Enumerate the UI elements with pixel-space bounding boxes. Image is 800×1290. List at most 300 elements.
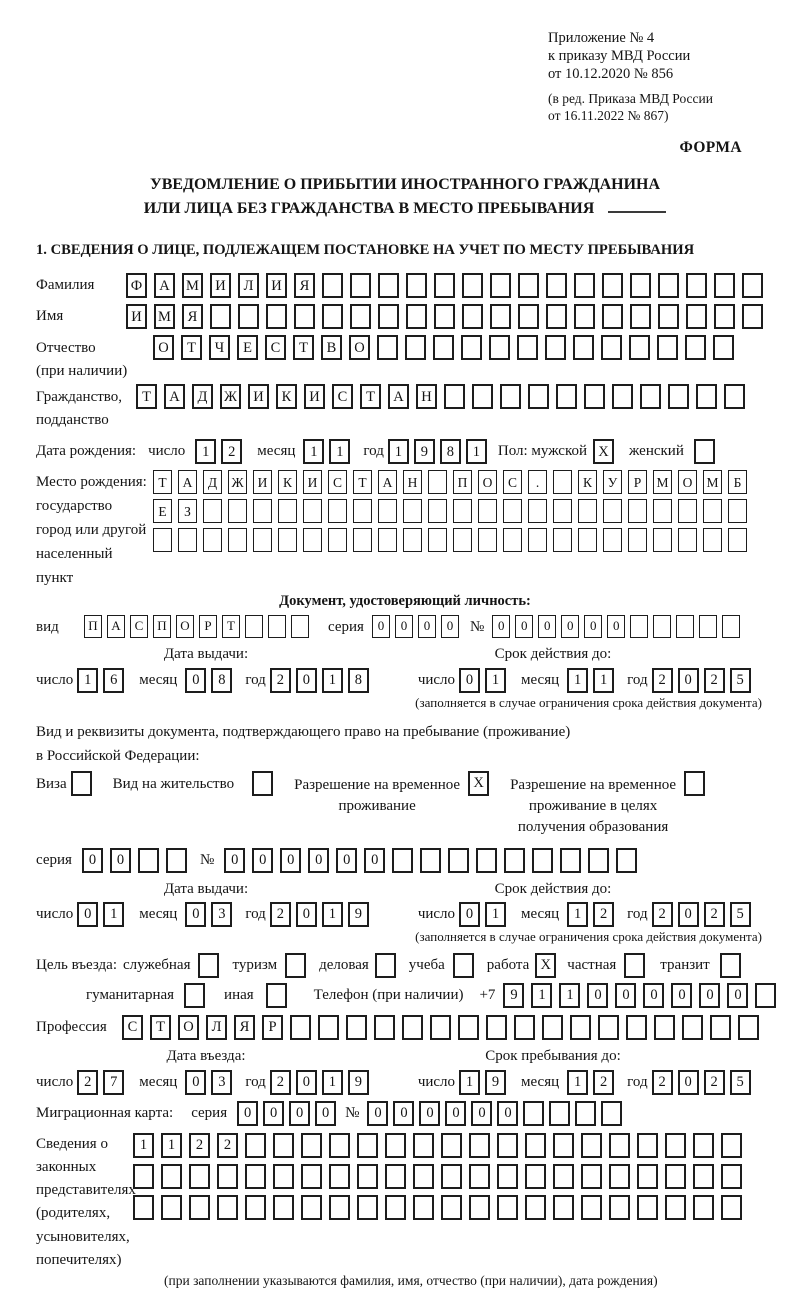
char-box: 0: [471, 1101, 492, 1126]
residence-series-row: [36, 848, 774, 873]
char-box: [575, 1101, 596, 1126]
month-word: месяц: [257, 443, 296, 460]
char-box: [385, 1164, 406, 1189]
char-box: 1: [567, 668, 588, 693]
issue2-dates: [36, 902, 774, 927]
char-box: [658, 304, 679, 329]
char-box: С: [503, 470, 522, 494]
char-box: [653, 615, 671, 638]
char-box: [462, 304, 483, 329]
visa-checkbox: [71, 771, 99, 796]
char-box: [637, 1164, 658, 1189]
char-box: Ф: [126, 273, 147, 298]
checkbox-cell: [252, 771, 273, 796]
char-box: 0: [615, 983, 636, 1008]
char-box: 5: [730, 1070, 751, 1095]
char-box: О: [478, 470, 497, 494]
char-box: Ж: [228, 470, 247, 494]
char-box: 9: [485, 1070, 506, 1095]
purpose-label: Цель въезда:: [36, 957, 117, 974]
char-box: Т: [293, 335, 314, 360]
char-box: [686, 304, 707, 329]
profession-row: [36, 1015, 774, 1040]
char-box: [553, 499, 572, 523]
char-box: [245, 1195, 266, 1220]
char-box: 2: [217, 1133, 238, 1158]
char-box: 1: [388, 439, 409, 464]
doc-number-label: №: [469, 619, 485, 636]
surname-label: Фамилия: [36, 277, 95, 294]
char-box: [553, 528, 572, 552]
char-box: И: [266, 273, 287, 298]
issue1-left-date: число 1 6 месяц 0 8 год 2 0 1 8: [36, 668, 374, 693]
char-box: [722, 615, 740, 638]
char-box: 0: [459, 668, 480, 693]
char-box: [556, 384, 577, 409]
char-box: И: [253, 470, 272, 494]
char-box: [497, 1195, 518, 1220]
char-box: К: [578, 470, 597, 494]
purpose-row: [36, 953, 774, 978]
sex-male-checkbox: [593, 439, 621, 464]
char-box: 9: [414, 439, 435, 464]
char-box: [602, 304, 623, 329]
visa-label: Виза: [36, 775, 67, 792]
purpose-private-checkbox: [624, 953, 652, 978]
char-box: [609, 1133, 630, 1158]
char-box: [420, 848, 441, 873]
char-box: 2: [652, 902, 673, 927]
section1-heading: 1. СВЕДЕНИЯ О ЛИЦЕ, ПОДЛЕЖАЩЕМ ПОСТАНОВКЕ НА УЧЕТ ПО МЕСТУ ПРЕБЫВАНИЯ: [36, 241, 695, 258]
purpose-study-checkbox: [453, 953, 481, 978]
char-box: [405, 335, 426, 360]
birthdate-label: Дата рождения:: [36, 443, 137, 460]
migration-series-label: серия: [191, 1104, 228, 1121]
char-box: 0: [395, 615, 413, 638]
char-box: [178, 528, 197, 552]
char-box: Т: [181, 335, 202, 360]
temp-residence-label: Разрешение на временное проживание: [294, 776, 461, 814]
char-box: У: [603, 470, 622, 494]
checkbox-cell: [71, 771, 92, 796]
purpose-humanitarian-label: гуманитарная: [86, 987, 175, 1004]
char-box: [525, 1133, 546, 1158]
char-box: [478, 499, 497, 523]
char-box: 0: [237, 1101, 258, 1126]
char-box: 1: [485, 902, 506, 927]
form-word: ФОРМА: [679, 139, 742, 157]
checkbox-cell: [684, 771, 705, 796]
char-box: Л: [238, 273, 259, 298]
citizenship-label: Гражданство, подданство: [36, 389, 123, 428]
checkbox-cell: [198, 953, 219, 978]
char-box: [546, 273, 567, 298]
phone-boxes: [503, 983, 783, 1008]
char-box: 0: [110, 848, 131, 873]
char-box: 0: [459, 902, 480, 927]
char-box: [472, 384, 493, 409]
entry-right-date: число 1 9 месяц 1 2 год 2 0 2 5: [418, 1070, 756, 1095]
char-box: И: [126, 304, 147, 329]
char-box: [546, 304, 567, 329]
char-box: А: [378, 470, 397, 494]
char-box: [657, 335, 678, 360]
char-box: [703, 499, 722, 523]
birthplace-label: Место рождения: государство город или другой населенный пункт: [36, 474, 147, 587]
char-box: [476, 848, 497, 873]
char-box: [581, 1195, 602, 1220]
char-box: [478, 528, 497, 552]
char-box: 0: [492, 615, 510, 638]
char-box: [728, 528, 747, 552]
char-box: [630, 615, 648, 638]
residence-number-boxes: [224, 848, 644, 873]
patronymic-boxes: [153, 335, 741, 360]
char-box: [630, 273, 651, 298]
char-box: [570, 1015, 591, 1040]
char-box: [504, 848, 525, 873]
char-box: [353, 528, 372, 552]
representatives-note: (при заполнении указываются фамилия, имя, отчество (при наличии), дата рождения): [164, 1273, 658, 1289]
char-box: 2: [221, 439, 242, 464]
char-box: [303, 499, 322, 523]
purpose-transit-checkbox: [720, 953, 748, 978]
edition-line: от 16.11.2022 № 867): [548, 107, 669, 123]
issue1-right-date: число 0 1 месяц 1 1 год 2 0 2 5: [418, 668, 756, 693]
representatives-boxes: [133, 1133, 749, 1226]
char-box: 0: [296, 902, 317, 927]
char-box: [453, 499, 472, 523]
char-box: [273, 1195, 294, 1220]
checkbox-cell: X: [468, 771, 489, 796]
char-box: [428, 528, 447, 552]
profession-boxes: [122, 1015, 766, 1040]
char-box: [328, 528, 347, 552]
char-box: 0: [364, 848, 385, 873]
char-box: .: [528, 470, 547, 494]
char-box: 8: [348, 668, 369, 693]
char-box: [294, 304, 315, 329]
char-box: [693, 1195, 714, 1220]
char-box: 1: [329, 439, 350, 464]
form-title: [36, 173, 774, 221]
doc-series-label: серия: [328, 619, 364, 636]
char-box: [458, 1015, 479, 1040]
char-box: С: [328, 470, 347, 494]
char-box: [654, 1015, 675, 1040]
char-box: Д: [203, 470, 222, 494]
char-box: А: [154, 273, 175, 298]
firstname-label: Имя: [36, 308, 64, 325]
char-box: [413, 1133, 434, 1158]
char-box: [453, 528, 472, 552]
char-box: [385, 1133, 406, 1158]
patronymic-label: Отчество (при наличии): [36, 340, 128, 379]
char-box: 2: [652, 668, 673, 693]
char-box: С: [265, 335, 286, 360]
char-box: [532, 848, 553, 873]
issue2-titles: [36, 880, 774, 900]
char-box: Т: [150, 1015, 171, 1040]
identity-doc-row: [36, 615, 774, 638]
char-box: [637, 1133, 658, 1158]
char-box: [500, 384, 521, 409]
birthplace-row2: [153, 499, 753, 523]
char-box: 0: [263, 1101, 284, 1126]
entry-right-title: Срок пребывания до:: [485, 1048, 621, 1065]
char-box: [490, 273, 511, 298]
char-box: [303, 528, 322, 552]
doc-kind-boxes: [84, 615, 314, 638]
char-box: Е: [237, 335, 258, 360]
char-box: [428, 470, 447, 494]
char-box: 0: [372, 615, 390, 638]
char-box: [528, 499, 547, 523]
char-box: 1: [459, 1070, 480, 1095]
char-box: [574, 273, 595, 298]
char-box: [290, 1015, 311, 1040]
char-box: [406, 304, 427, 329]
char-box: [668, 384, 689, 409]
year-word: год: [363, 443, 384, 460]
char-box: 8: [440, 439, 461, 464]
char-box: 1: [195, 439, 216, 464]
char-box: [714, 273, 735, 298]
char-box: 0: [77, 902, 98, 927]
char-box: [203, 499, 222, 523]
char-box: [469, 1195, 490, 1220]
char-box: [602, 273, 623, 298]
residence-number-label: №: [199, 851, 215, 868]
char-box: 0: [584, 615, 602, 638]
char-box: 2: [704, 902, 725, 927]
char-box: 0: [497, 1101, 518, 1126]
issue1-titles: [36, 645, 774, 665]
char-box: [573, 335, 594, 360]
patronymic-row: [36, 335, 774, 382]
char-box: [713, 335, 734, 360]
purpose-humanitarian-checkbox: [184, 983, 212, 1008]
char-box: [738, 1015, 759, 1040]
char-box: [385, 1195, 406, 1220]
char-box: [433, 335, 454, 360]
residence-series-label: серия: [36, 851, 72, 868]
char-box: Р: [262, 1015, 283, 1040]
char-box: 2: [652, 1070, 673, 1095]
purpose-business-checkbox: [375, 953, 403, 978]
char-box: И: [304, 384, 325, 409]
temp-residence-checkbox: [468, 771, 496, 796]
char-box: Я: [294, 273, 315, 298]
char-box: [653, 528, 672, 552]
char-box: А: [388, 384, 409, 409]
citizenship-row: [36, 384, 774, 431]
char-box: [665, 1133, 686, 1158]
char-box: [603, 499, 622, 523]
checkbox-cell: X: [535, 953, 556, 978]
char-box: 0: [336, 848, 357, 873]
char-box: [612, 384, 633, 409]
migration-card-row: [36, 1101, 774, 1126]
char-box: Б: [728, 470, 747, 494]
char-box: 1: [593, 668, 614, 693]
char-box: М: [154, 304, 175, 329]
char-box: [189, 1164, 210, 1189]
char-box: 1: [485, 668, 506, 693]
char-box: 0: [393, 1101, 414, 1126]
residence-paragraph: Вид и реквизиты документа, подтверждающего право на пребывание (проживание) в Российской Федерации:: [36, 723, 571, 764]
char-box: [626, 1015, 647, 1040]
char-box: 6: [103, 668, 124, 693]
char-box: М: [182, 273, 203, 298]
char-box: [444, 384, 465, 409]
checkbox-cell: [453, 953, 474, 978]
char-box: [441, 1164, 462, 1189]
purpose-tourism-label: туризм: [232, 957, 278, 974]
char-box: [696, 384, 717, 409]
issue2-note: (заполняется в случае ограничения срока действия документа): [415, 929, 762, 945]
citizenship-boxes: [136, 384, 752, 409]
purpose-transit-label: транзит: [660, 957, 710, 974]
char-box: [742, 304, 763, 329]
purpose-work-checkbox: [535, 953, 563, 978]
char-box: 0: [678, 1070, 699, 1095]
char-box: 5: [730, 902, 751, 927]
char-box: 2: [704, 1070, 725, 1095]
char-box: 1: [303, 439, 324, 464]
representatives-row3: [133, 1195, 749, 1220]
char-box: К: [278, 470, 297, 494]
representatives-row2: [133, 1164, 749, 1189]
char-box: [406, 273, 427, 298]
doc-series-boxes: [372, 615, 464, 638]
char-box: [378, 528, 397, 552]
char-box: [724, 384, 745, 409]
char-box: [133, 1195, 154, 1220]
char-box: Р: [199, 615, 217, 638]
char-box: [581, 1133, 602, 1158]
char-box: [490, 304, 511, 329]
char-box: [682, 1015, 703, 1040]
char-box: [703, 528, 722, 552]
char-box: [685, 335, 706, 360]
char-box: [273, 1133, 294, 1158]
char-box: [469, 1164, 490, 1189]
char-box: О: [349, 335, 370, 360]
surname-row: [36, 273, 774, 298]
representatives-label: Сведения о законных представителях (родителях, усыновителях, попечителях): [36, 1135, 136, 1268]
char-box: [528, 528, 547, 552]
char-box: А: [107, 615, 125, 638]
char-box: 2: [189, 1133, 210, 1158]
annex-line: от 10.12.2020 № 856: [548, 65, 674, 82]
firstname-boxes: [126, 304, 770, 329]
migration-number-boxes: [367, 1101, 627, 1126]
char-box: [721, 1133, 742, 1158]
birth-year-boxes: [388, 439, 492, 464]
annex-block: [548, 30, 774, 124]
surname-boxes: [126, 273, 770, 298]
checkbox-cell: [375, 953, 396, 978]
birthplace-block: [36, 470, 774, 590]
char-box: [518, 273, 539, 298]
char-box: [553, 470, 572, 494]
char-box: М: [703, 470, 722, 494]
char-box: [350, 304, 371, 329]
char-box: 0: [185, 1070, 206, 1095]
char-box: Н: [403, 470, 422, 494]
annex-line: к приказу МВД России: [548, 47, 691, 64]
char-box: [403, 528, 422, 552]
char-box: 0: [671, 983, 692, 1008]
char-box: 3: [211, 902, 232, 927]
title-blank-line: [608, 211, 666, 213]
residence-permit-label: Вид на жительство: [112, 775, 235, 792]
char-box: 0: [185, 902, 206, 927]
edition-line: (в ред. Приказа МВД России: [548, 90, 713, 106]
char-box: [616, 848, 637, 873]
char-box: [441, 1133, 462, 1158]
char-box: [378, 499, 397, 523]
char-box: [441, 1195, 462, 1220]
issue2-left-title: Дата выдачи:: [163, 880, 249, 897]
entry-left-date: число 2 7 месяц 0 3 год 2 0 1 9: [36, 1070, 374, 1095]
identity-doc-heading: Документ, удостоверяющий личность:: [279, 593, 531, 610]
profession-label: Профессия: [36, 1019, 107, 1036]
char-box: [628, 528, 647, 552]
issue1-dates: [36, 668, 774, 693]
char-box: 0: [678, 668, 699, 693]
char-box: [210, 304, 231, 329]
char-box: Е: [153, 499, 172, 523]
birth-month-boxes: [303, 439, 355, 464]
char-box: [728, 499, 747, 523]
char-box: И: [210, 273, 231, 298]
char-box: [486, 1015, 507, 1040]
char-box: 2: [704, 668, 725, 693]
purpose-study-label: учеба: [408, 957, 445, 974]
char-box: [584, 384, 605, 409]
char-box: 1: [322, 902, 343, 927]
char-box: [245, 1133, 266, 1158]
char-box: С: [130, 615, 148, 638]
purpose-work-label: работа: [486, 957, 530, 974]
char-box: [525, 1195, 546, 1220]
char-box: 0: [289, 1101, 310, 1126]
char-box: 2: [593, 1070, 614, 1095]
migration-series-boxes: [237, 1101, 341, 1126]
char-box: [503, 499, 522, 523]
char-box: [693, 1164, 714, 1189]
purpose-tourism-checkbox: [285, 953, 313, 978]
checkbox-cell: [266, 983, 287, 1008]
char-box: 1: [567, 902, 588, 927]
char-box: Д: [192, 384, 213, 409]
char-box: Т: [353, 470, 372, 494]
char-box: 0: [441, 615, 459, 638]
char-box: 0: [538, 615, 556, 638]
issue2-right-date: число 0 1 месяц 1 2 год 2 0 2 5: [418, 902, 756, 927]
doc-kind-label: вид: [36, 619, 59, 636]
checkbox-cell: [285, 953, 306, 978]
sex-female-checkbox: [694, 439, 722, 464]
char-box: [665, 1164, 686, 1189]
char-box: [328, 499, 347, 523]
day-word: число: [148, 443, 186, 460]
checkbox-cell: [694, 439, 715, 464]
char-box: 0: [699, 983, 720, 1008]
char-box: [678, 528, 697, 552]
